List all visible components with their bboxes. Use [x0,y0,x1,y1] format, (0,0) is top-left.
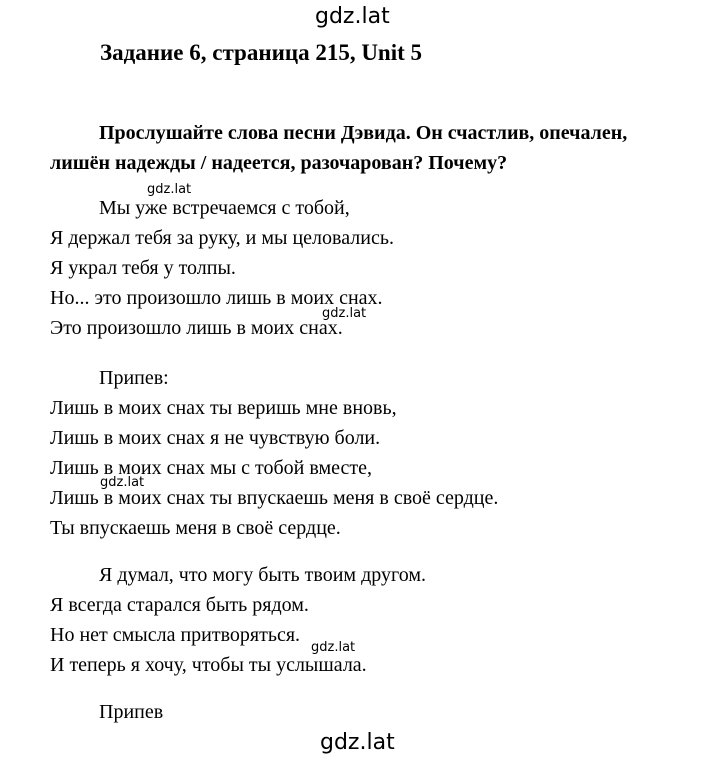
chorus-repeat-label: Припев [99,701,164,723]
verse-2 [50,560,426,680]
instruction-line-2: лишён надежды / надеется, разочарован? Почему? [50,152,508,174]
verse-line: Я думал, что могу быть твоим другом. [99,564,426,586]
watermark-small: gdz.lat [311,640,356,655]
chorus-line: Лишь в моих снах ты веришь мне вновь, [50,397,397,419]
watermark-small: gdz.lat [100,475,145,490]
instruction-line-1: Прослушайте слова песни Дэвида. Он счастлив, опечален, [99,122,628,144]
chorus-repeat [50,697,163,727]
chorus-line: Лишь в моих снах ты впускаешь меня в своё сердце. [50,487,499,509]
verse-line: И теперь я хочу, чтобы ты услышала. [50,654,367,676]
verse-line: Но нет смысла притворяться. [50,624,301,646]
watermark-small: gdz.lat [147,182,192,197]
watermark-bottom: gdz.lat [320,730,395,755]
verse-line: Я держал тебя за руку, и мы целовались. [50,227,394,249]
watermark-top: gdz.lat [315,4,390,29]
watermark-small: gdz.lat [322,306,367,321]
chorus-line: Ты впускаешь меня в своё сердце. [50,517,341,539]
verse-line: Это произошло лишь в моих снах. [50,317,343,339]
chorus-line: Лишь в моих снах мы с тобой вместе, [50,457,373,479]
verse-line: Я украл тебя у толпы. [50,257,236,279]
chorus-line: Лишь в моих снах я не чувствую боли. [50,427,381,449]
task-instruction [50,118,718,178]
verse-line: Мы уже встречаемся с тобой, [99,197,350,219]
page-title: Задание 6, страница 215, Unit 5 [100,40,423,65]
chorus [50,363,498,543]
verse-line: Я всегда старался быть рядом. [50,594,309,616]
chorus-label: Припев: [99,367,169,389]
verse-line: Но... это произошло лишь в моих снах. [50,287,383,309]
